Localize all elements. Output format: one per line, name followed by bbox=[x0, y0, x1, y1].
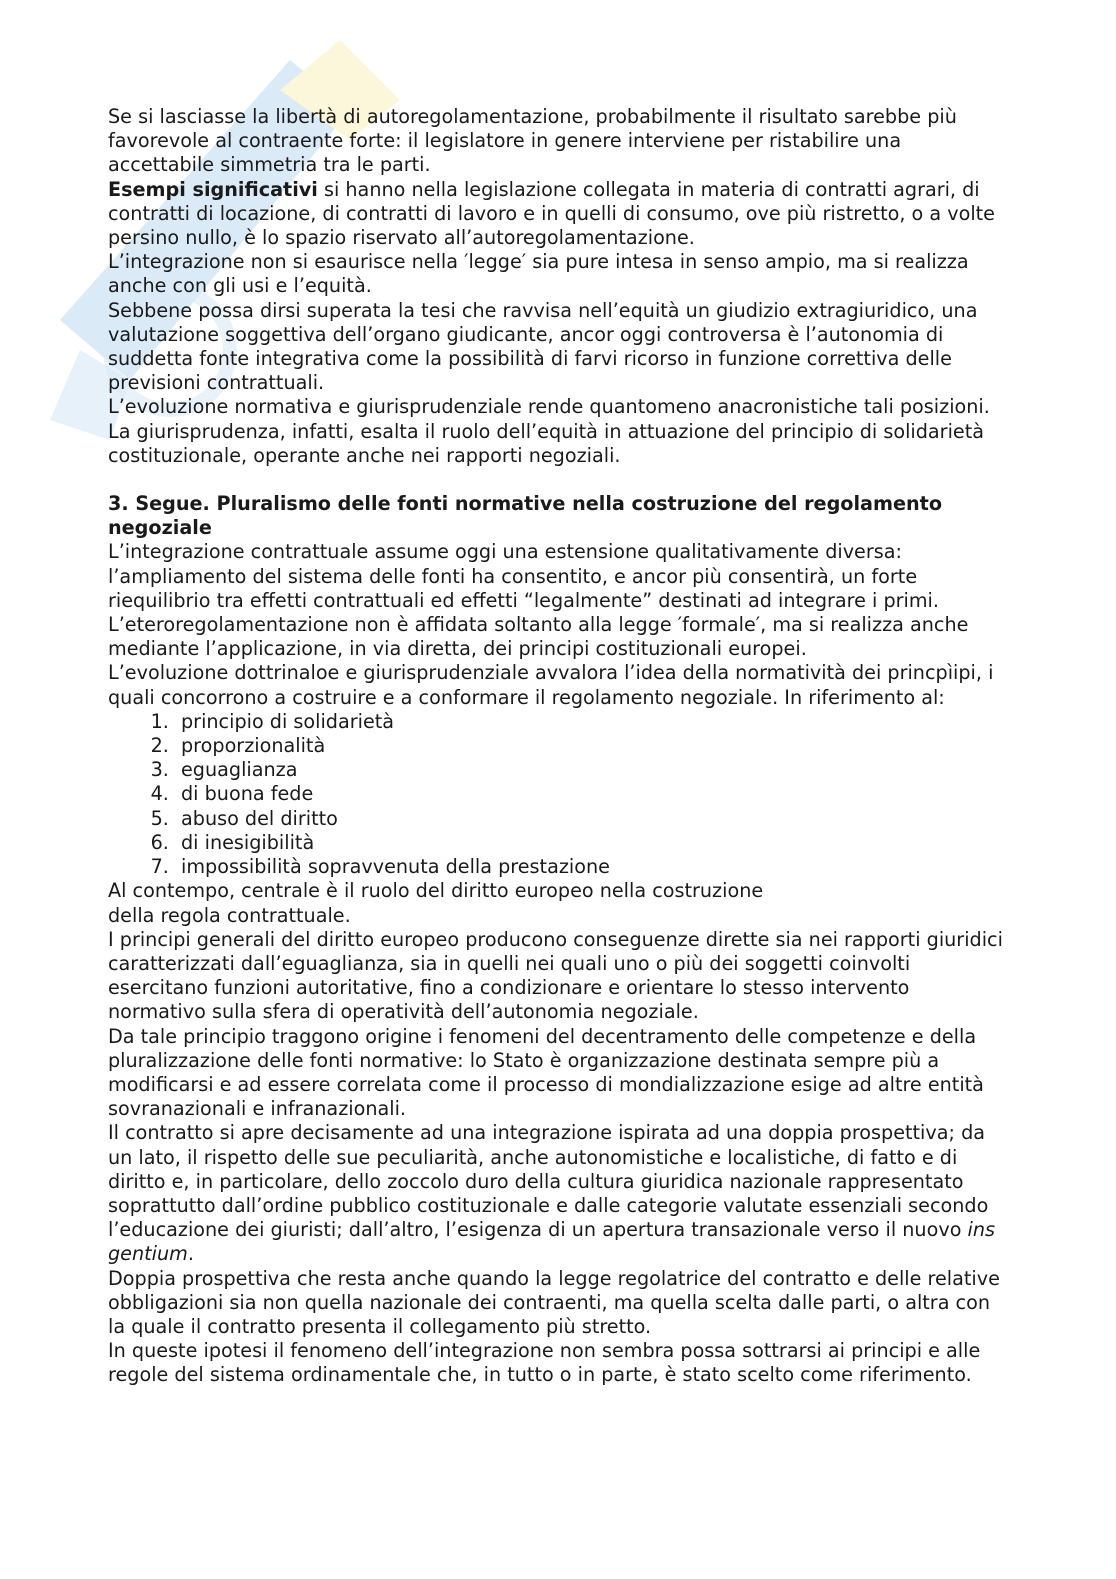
paragraph: L’eteroregolamentazione non è affidata soltanto alla legge ′formale′, ma si realizza anche mediante l’applicazione, in via diretta, dei principi costituzionali europei. bbox=[108, 613, 969, 661]
list-item: 4. di buona fede bbox=[175, 782, 1013, 806]
paragraph: Doppia prospettiva che resta anche quando la legge regolatrice del contratto e delle relative obbligazioni sia non quella nazionale dei contraenti, ma quella scelta dalle parti, o altra con la quale il contratto presenta il collegamento più stretto. bbox=[108, 1266, 1000, 1338]
paragraph: Se si lasciasse la libertà di autoregolamentazione, probabilmente il risultato sarebbe più favorevole al contraente forte: il legislatore in genere interviene per ristabilire una accettabile simmetria tra le parti. bbox=[108, 105, 957, 177]
paragraph-text: si hanno nella legislazione collegata in materia di contratti agrari, di contratti di locazione, di contratti di lavoro e in quelli di consumo, ove più ristretto, o a volte persino nullo, è lo spazio riservato all’autoregolamentazione. bbox=[108, 177, 995, 250]
list-item: 2. proporzionalità bbox=[175, 734, 1013, 758]
list-item: 3. eguaglianza bbox=[175, 758, 1013, 782]
paragraph-text: . bbox=[187, 1242, 194, 1266]
list-item: 5. abuso del diritto bbox=[175, 807, 1013, 831]
document-body bbox=[108, 105, 1013, 1388]
paragraph-text: Il contratto si apre decisamente ad una integrazione ispirata ad una doppia prospettiva; da un lato, il rispetto delle sue peculiarità, anche autonomistiche e localistiche, di fatto e di diritto e, in particolare, dello zoccolo duro della cultura giuridica nazionale rappresentato soprattutto dall’ordine pubblico costituzionale e dalle categorie valutate essenziali secondo l’educazione dei giuristi; dall’altro, l’esigenza di un apertura transazionale verso il nuovo bbox=[108, 1121, 989, 1242]
paragraph: L’evoluzione normativa e giurisprudenziale rende quantomeno anacronistiche tali posizioni. La giurisprudenza, infatti, esalta il ruolo dell’equità in attuazione del principio di solidarietà costituzionale, operante anche nei rapporti negoziali. bbox=[108, 395, 990, 467]
spacer bbox=[108, 468, 1013, 492]
bold-phrase: Esempi significativi bbox=[108, 177, 318, 201]
italic-term: ins gentium bbox=[108, 1218, 996, 1266]
paragraph: L’integrazione non si esaurisce nella ′legge′ sia pure intesa in senso ampio, ma si realizza anche con gli usi e l’equità. bbox=[108, 250, 969, 298]
paragraph-line: Al contempo, centrale è il ruolo del diritto europeo nella costruzione bbox=[108, 879, 764, 903]
paragraph: L’evoluzione dottrinaloe e giurisprudenziale avvalora l’idea della normatività dei princpìipi, i quali concorrono a costruire e a conformare il regolamento negoziale. In riferimento al: bbox=[108, 661, 994, 709]
paragraph: Sebbene possa dirsi superata la tesi che ravvisa nell’equità un giudizio extragiuridico, una valutazione soggettiva dell’organo giudicante, ancor oggi controversa è l’autonomia di suddetta fonte integrativa come la possibilità di farvi ricorso in funzione correttiva delle previsioni contrattuali. bbox=[108, 298, 978, 395]
list-item: 6. di inesigibilità bbox=[175, 831, 1013, 855]
paragraph-line: della regola contrattuale. bbox=[108, 903, 351, 927]
paragraph bbox=[108, 1121, 1013, 1266]
paragraph: Da tale principio traggono origine i fenomeni del decentramento delle competenze e della pluralizzazione delle fonti normative: lo Stato è organizzazione destinata sempre più a modificarsi e ad essere correlata come il processo di mondializzazione esige ad altre entità sovranazionali e infranazionali. bbox=[108, 1024, 984, 1121]
section-heading: 3. Segue. Pluralismo delle fonti normative nella costruzione del regolamento negoziale bbox=[108, 492, 943, 540]
paragraph: I principi generali del diritto europeo producono conseguenze dirette sia nei rapporti giuridici caratterizzati dall’eguaglianza, sia in quelli nei quali uno o più dei soggetti coinvolti esercitano funzioni autoritative, fino a condizionare e orientare lo stesso intervento normativo sulla sfera di operatività dell’autonomia negoziale. bbox=[108, 927, 1003, 1024]
paragraph: In queste ipotesi il fenomeno dell’integrazione non sembra possa sottrarsi ai principi e alle regole del sistema ordinamentale che, in tutto o in parte, è stato scelto come riferimento. bbox=[108, 1339, 981, 1387]
principles-list bbox=[108, 710, 1013, 879]
list-item: 7. impossibilità sopravvenuta della prestazione bbox=[175, 855, 1013, 879]
paragraph: L’integrazione contrattuale assume oggi una estensione qualitativamente diversa: l’ampliamento del sistema delle fonti ha consentito, e ancor più consentirà, un forte riequilibrio tra effetti contrattuali ed effetti “legalmente” destinati ad integrare i primi. bbox=[108, 540, 939, 612]
paragraph bbox=[108, 178, 1013, 251]
list-item: 1. principio di solidarietà bbox=[175, 710, 1013, 734]
